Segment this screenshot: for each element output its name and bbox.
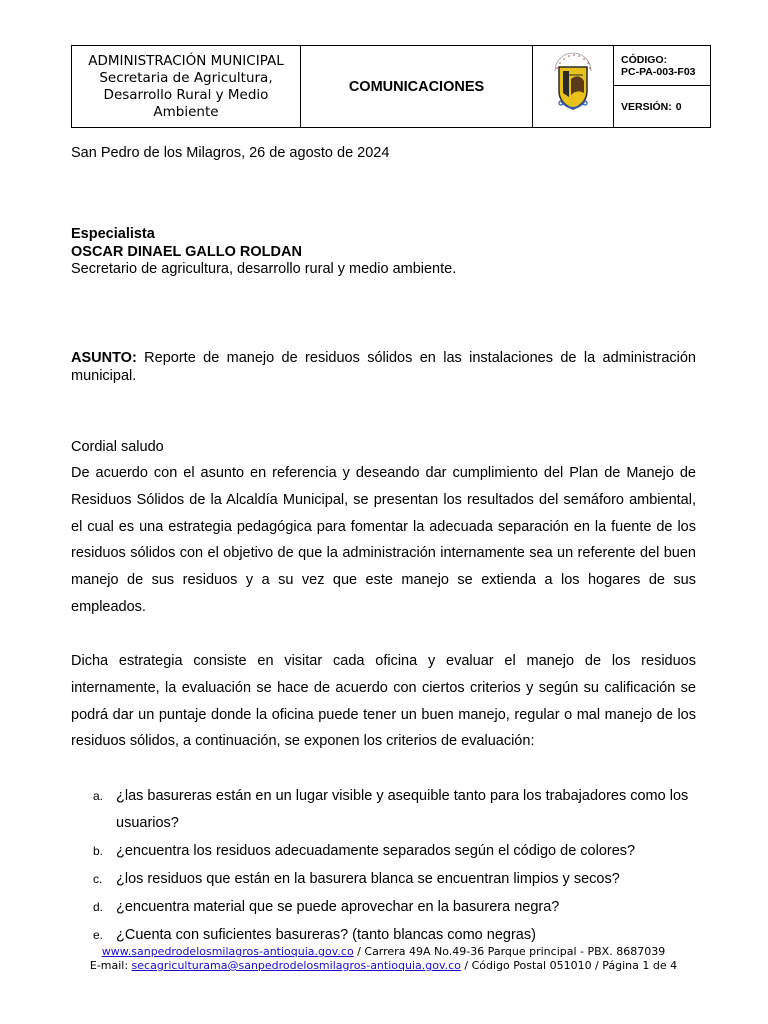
- footer-address: / Carrera 49A No.49-36 Parque principal - PBX. 8687039: [353, 945, 666, 958]
- document-header: [71, 45, 711, 128]
- subject-text: Reporte de manejo de residuos sólidos en las instalaciones de la administración municipal.: [71, 350, 696, 384]
- list-item-text: ¿encuentra los residuos adecuadamente separados según el código de colores?: [116, 843, 636, 859]
- list-marker: e.: [93, 928, 104, 942]
- list-marker: c.: [93, 872, 103, 886]
- list-marker: a.: [93, 789, 104, 803]
- footer-line-1: [71, 945, 696, 959]
- list-item-text: ¿encuentra material que se puede aprovechar en la basurera negra?: [116, 899, 560, 915]
- addressee-position: Secretario de agricultura, desarrollo rural y medio ambiente.: [71, 261, 457, 277]
- code-block: [614, 46, 710, 86]
- greeting: Cordial saludo: [71, 439, 164, 455]
- version-block: [614, 86, 710, 127]
- list-marker: b.: [93, 844, 104, 858]
- email-label: E-mail:: [89, 959, 132, 972]
- list-item: [93, 838, 696, 865]
- addressee-role: Especialista: [71, 226, 155, 242]
- org-line-3: Desarrollo Rural y Medio: [103, 86, 269, 103]
- addressee-name: OSCAR DINAEL GALLO ROLDAN: [71, 243, 302, 260]
- version-label: VERSIÓN:: [621, 100, 672, 113]
- letter-date: San Pedro de los Milagros, 26 de agosto de 2024: [71, 145, 390, 161]
- list-item: [93, 866, 696, 893]
- code-label: CÓDIGO:: [621, 53, 668, 66]
- subject-line: [71, 349, 696, 385]
- version-value: 0: [675, 100, 682, 113]
- footer-postal: / Código Postal 051010 / Página 1 de 4: [460, 959, 678, 972]
- code-value: PC-PA-003-F03: [621, 65, 696, 78]
- org-line-4: Ambiente: [153, 103, 219, 120]
- document-control-info: [614, 46, 711, 128]
- list-item: [93, 783, 696, 837]
- footer-line-2: [71, 959, 696, 973]
- list-item: [93, 894, 696, 921]
- org-line-1: ADMINISTRACIÓN MUNICIPAL: [88, 52, 284, 69]
- subject-label: ASUNTO:: [71, 350, 137, 366]
- list-item-text: ¿las basureras están en un lugar visible y asequible tanto para los trabajadores como los usuarios?: [116, 788, 689, 831]
- website-link[interactable]: www.sanpedrodelosmilagros-antioquia.gov.co: [101, 945, 354, 958]
- document-type-title: COMUNICACIONES: [301, 46, 533, 128]
- addressee-block: [71, 226, 696, 279]
- list-item-text: ¿Cuenta con suficientes basureras? (tanto blancas como negras): [116, 927, 536, 943]
- municipal-seal-cell: [533, 46, 614, 128]
- email-link[interactable]: secagriculturama@sanpedrodelosmilagros-antioquia.gov.co: [131, 959, 461, 972]
- list-item-text: ¿los residuos que están en la basurera blanca se encuentran limpios y secos?: [116, 871, 620, 887]
- org-line-2: Secretaria de Agricultura,: [99, 69, 273, 86]
- evaluation-criteria-list: [93, 783, 696, 950]
- list-marker: d.: [93, 900, 104, 914]
- body-paragraph-2: Dicha estrategia consiste en visitar cada oficina y evaluar el manejo de los residuos internamente, la evaluación se hace de acuerdo con ciertos criterios y según su calificación se podrá dar un puntaje donde la oficina puede tener un buen manejo, regular o mal manejo de los residuos sólidos, a continuación, se exponen los criterios de evaluación:: [71, 653, 696, 750]
- municipal-seal-logo: [549, 49, 597, 119]
- header-organization: [72, 46, 301, 128]
- body-paragraph-1: De acuerdo con el asunto en referencia y deseando dar cumplimiento del Plan de Manejo de Residuos Sólidos de la Alcaldía Municipal, se presentan los resultados del semáforo ambiental, el cual es una estrategia pedagógica para fomentar la adecuada separación en la fuente de los residuos sólidos con el objetivo de que la administración internamente sea un referente del buen manejo de sus residuos y a su vez que este manejo se extienda a los hogares de sus empleados.: [71, 465, 696, 615]
